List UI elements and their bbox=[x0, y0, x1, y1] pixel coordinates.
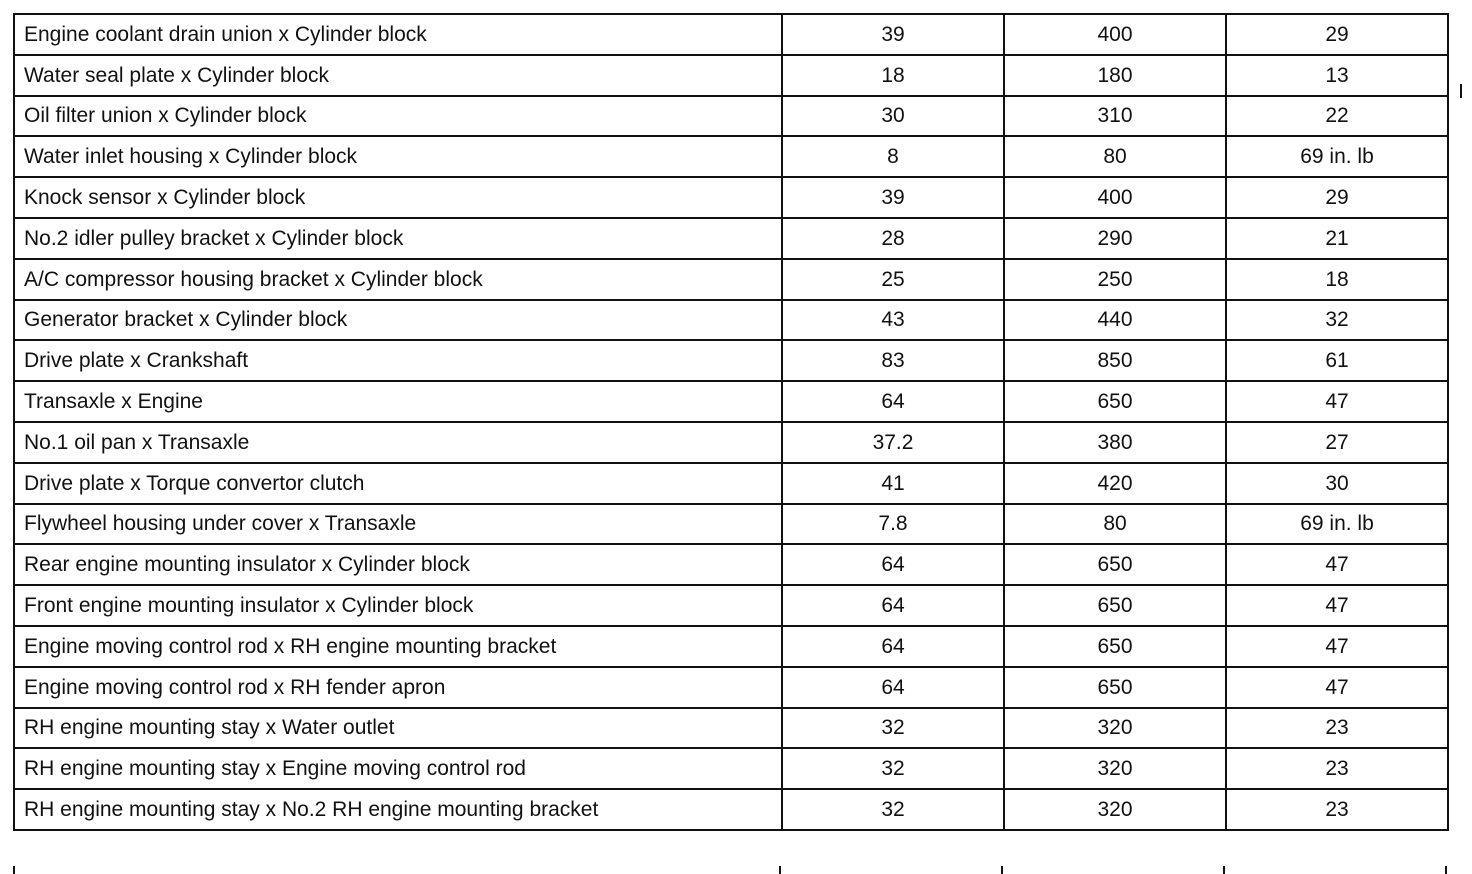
column-line-stub bbox=[1445, 866, 1447, 874]
torque-ft-lbf-cell: 22 bbox=[1226, 96, 1448, 137]
torque-nm-cell: 32 bbox=[782, 789, 1004, 830]
part-name-cell: Engine moving control rod x RH engine mounting bracket bbox=[14, 626, 782, 667]
part-name-cell: Drive plate x Torque convertor clutch bbox=[14, 463, 782, 504]
torque-nm-cell: 43 bbox=[782, 300, 1004, 341]
torque-kgf-cm-cell: 400 bbox=[1004, 177, 1226, 218]
table-row bbox=[14, 463, 1448, 504]
table-row bbox=[14, 218, 1448, 259]
torque-kgf-cm-cell: 250 bbox=[1004, 259, 1226, 300]
torque-kgf-cm-cell: 320 bbox=[1004, 789, 1226, 830]
table-row bbox=[14, 300, 1448, 341]
table-row bbox=[14, 14, 1448, 55]
torque-nm-cell: 28 bbox=[782, 218, 1004, 259]
part-name-cell: Engine moving control rod x RH fender apron bbox=[14, 667, 782, 708]
part-name-cell: Front engine mounting insulator x Cylinder block bbox=[14, 585, 782, 626]
table-row bbox=[14, 136, 1448, 177]
torque-nm-cell: 41 bbox=[782, 463, 1004, 504]
torque-nm-cell: 64 bbox=[782, 544, 1004, 585]
torque-ft-lbf-cell: 23 bbox=[1226, 789, 1448, 830]
torque-nm-cell: 8 bbox=[782, 136, 1004, 177]
torque-nm-cell: 18 bbox=[782, 55, 1004, 96]
table-row bbox=[14, 340, 1448, 381]
torque-ft-lbf-cell: 47 bbox=[1226, 667, 1448, 708]
torque-ft-lbf-cell: 23 bbox=[1226, 708, 1448, 749]
torque-kgf-cm-cell: 650 bbox=[1004, 585, 1226, 626]
torque-ft-lbf-cell: 21 bbox=[1226, 218, 1448, 259]
torque-ft-lbf-cell: 47 bbox=[1226, 626, 1448, 667]
torque-kgf-cm-cell: 850 bbox=[1004, 340, 1226, 381]
torque-kgf-cm-cell: 650 bbox=[1004, 626, 1226, 667]
edge-tick-mark bbox=[1460, 84, 1462, 98]
table-row bbox=[14, 544, 1448, 585]
torque-ft-lbf-cell: 47 bbox=[1226, 544, 1448, 585]
torque-kgf-cm-cell: 650 bbox=[1004, 667, 1226, 708]
part-name-cell: No.1 oil pan x Transaxle bbox=[14, 422, 782, 463]
part-name-cell: Water seal plate x Cylinder block bbox=[14, 55, 782, 96]
torque-ft-lbf-cell: 29 bbox=[1226, 14, 1448, 55]
torque-ft-lbf-cell: 47 bbox=[1226, 381, 1448, 422]
part-name-cell: RH engine mounting stay x No.2 RH engine mounting bracket bbox=[14, 789, 782, 830]
torque-ft-lbf-cell: 23 bbox=[1226, 748, 1448, 789]
torque-ft-lbf-cell: 18 bbox=[1226, 259, 1448, 300]
torque-nm-cell: 64 bbox=[782, 667, 1004, 708]
column-line-stub bbox=[1001, 866, 1003, 874]
torque-kgf-cm-cell: 290 bbox=[1004, 218, 1226, 259]
table-row bbox=[14, 667, 1448, 708]
torque-kgf-cm-cell: 320 bbox=[1004, 748, 1226, 789]
torque-kgf-cm-cell: 80 bbox=[1004, 504, 1226, 545]
column-line-stub bbox=[13, 866, 15, 874]
torque-ft-lbf-cell: 29 bbox=[1226, 177, 1448, 218]
torque-ft-lbf-cell: 69 in. lb bbox=[1226, 504, 1448, 545]
part-name-cell: Rear engine mounting insulator x Cylinder block bbox=[14, 544, 782, 585]
table-row bbox=[14, 381, 1448, 422]
part-name-cell: Oil filter union x Cylinder block bbox=[14, 96, 782, 137]
table-row bbox=[14, 585, 1448, 626]
torque-kgf-cm-cell: 380 bbox=[1004, 422, 1226, 463]
torque-ft-lbf-cell: 30 bbox=[1226, 463, 1448, 504]
torque-kgf-cm-cell: 180 bbox=[1004, 55, 1226, 96]
torque-nm-cell: 64 bbox=[782, 585, 1004, 626]
table-row bbox=[14, 789, 1448, 830]
torque-nm-cell: 64 bbox=[782, 626, 1004, 667]
torque-kgf-cm-cell: 420 bbox=[1004, 463, 1226, 504]
table-row bbox=[14, 748, 1448, 789]
torque-ft-lbf-cell: 13 bbox=[1226, 55, 1448, 96]
torque-kgf-cm-cell: 310 bbox=[1004, 96, 1226, 137]
torque-ft-lbf-cell: 69 in. lb bbox=[1226, 136, 1448, 177]
part-name-cell: RH engine mounting stay x Water outlet bbox=[14, 708, 782, 749]
torque-kgf-cm-cell: 400 bbox=[1004, 14, 1226, 55]
torque-nm-cell: 7.8 bbox=[782, 504, 1004, 545]
table-row bbox=[14, 177, 1448, 218]
part-name-cell: Generator bracket x Cylinder block bbox=[14, 300, 782, 341]
torque-nm-cell: 64 bbox=[782, 381, 1004, 422]
torque-ft-lbf-cell: 27 bbox=[1226, 422, 1448, 463]
part-name-cell: RH engine mounting stay x Engine moving control rod bbox=[14, 748, 782, 789]
part-name-cell: No.2 idler pulley bracket x Cylinder block bbox=[14, 218, 782, 259]
torque-nm-cell: 39 bbox=[782, 14, 1004, 55]
torque-nm-cell: 32 bbox=[782, 708, 1004, 749]
torque-nm-cell: 25 bbox=[782, 259, 1004, 300]
column-line-stub bbox=[1223, 866, 1225, 874]
table-row bbox=[14, 504, 1448, 545]
part-name-cell: Engine coolant drain union x Cylinder block bbox=[14, 14, 782, 55]
part-name-cell: Transaxle x Engine bbox=[14, 381, 782, 422]
table-row bbox=[14, 55, 1448, 96]
torque-kgf-cm-cell: 80 bbox=[1004, 136, 1226, 177]
torque-kgf-cm-cell: 650 bbox=[1004, 544, 1226, 585]
torque-ft-lbf-cell: 32 bbox=[1226, 300, 1448, 341]
torque-nm-cell: 37.2 bbox=[782, 422, 1004, 463]
table-row bbox=[14, 96, 1448, 137]
torque-kgf-cm-cell: 650 bbox=[1004, 381, 1226, 422]
torque-kgf-cm-cell: 320 bbox=[1004, 708, 1226, 749]
part-name-cell: Water inlet housing x Cylinder block bbox=[14, 136, 782, 177]
table-row bbox=[14, 708, 1448, 749]
torque-kgf-cm-cell: 440 bbox=[1004, 300, 1226, 341]
table-row bbox=[14, 259, 1448, 300]
part-name-cell: Knock sensor x Cylinder block bbox=[14, 177, 782, 218]
torque-table-body bbox=[14, 14, 1448, 830]
torque-ft-lbf-cell: 47 bbox=[1226, 585, 1448, 626]
table-row bbox=[14, 422, 1448, 463]
torque-ft-lbf-cell: 61 bbox=[1226, 340, 1448, 381]
torque-nm-cell: 32 bbox=[782, 748, 1004, 789]
torque-nm-cell: 30 bbox=[782, 96, 1004, 137]
part-name-cell: A/C compressor housing bracket x Cylinder block bbox=[14, 259, 782, 300]
table-row bbox=[14, 626, 1448, 667]
torque-nm-cell: 83 bbox=[782, 340, 1004, 381]
torque-spec-table bbox=[13, 13, 1449, 831]
torque-nm-cell: 39 bbox=[782, 177, 1004, 218]
part-name-cell: Drive plate x Crankshaft bbox=[14, 340, 782, 381]
part-name-cell: Flywheel housing under cover x Transaxle bbox=[14, 504, 782, 545]
column-line-stub bbox=[779, 866, 781, 874]
